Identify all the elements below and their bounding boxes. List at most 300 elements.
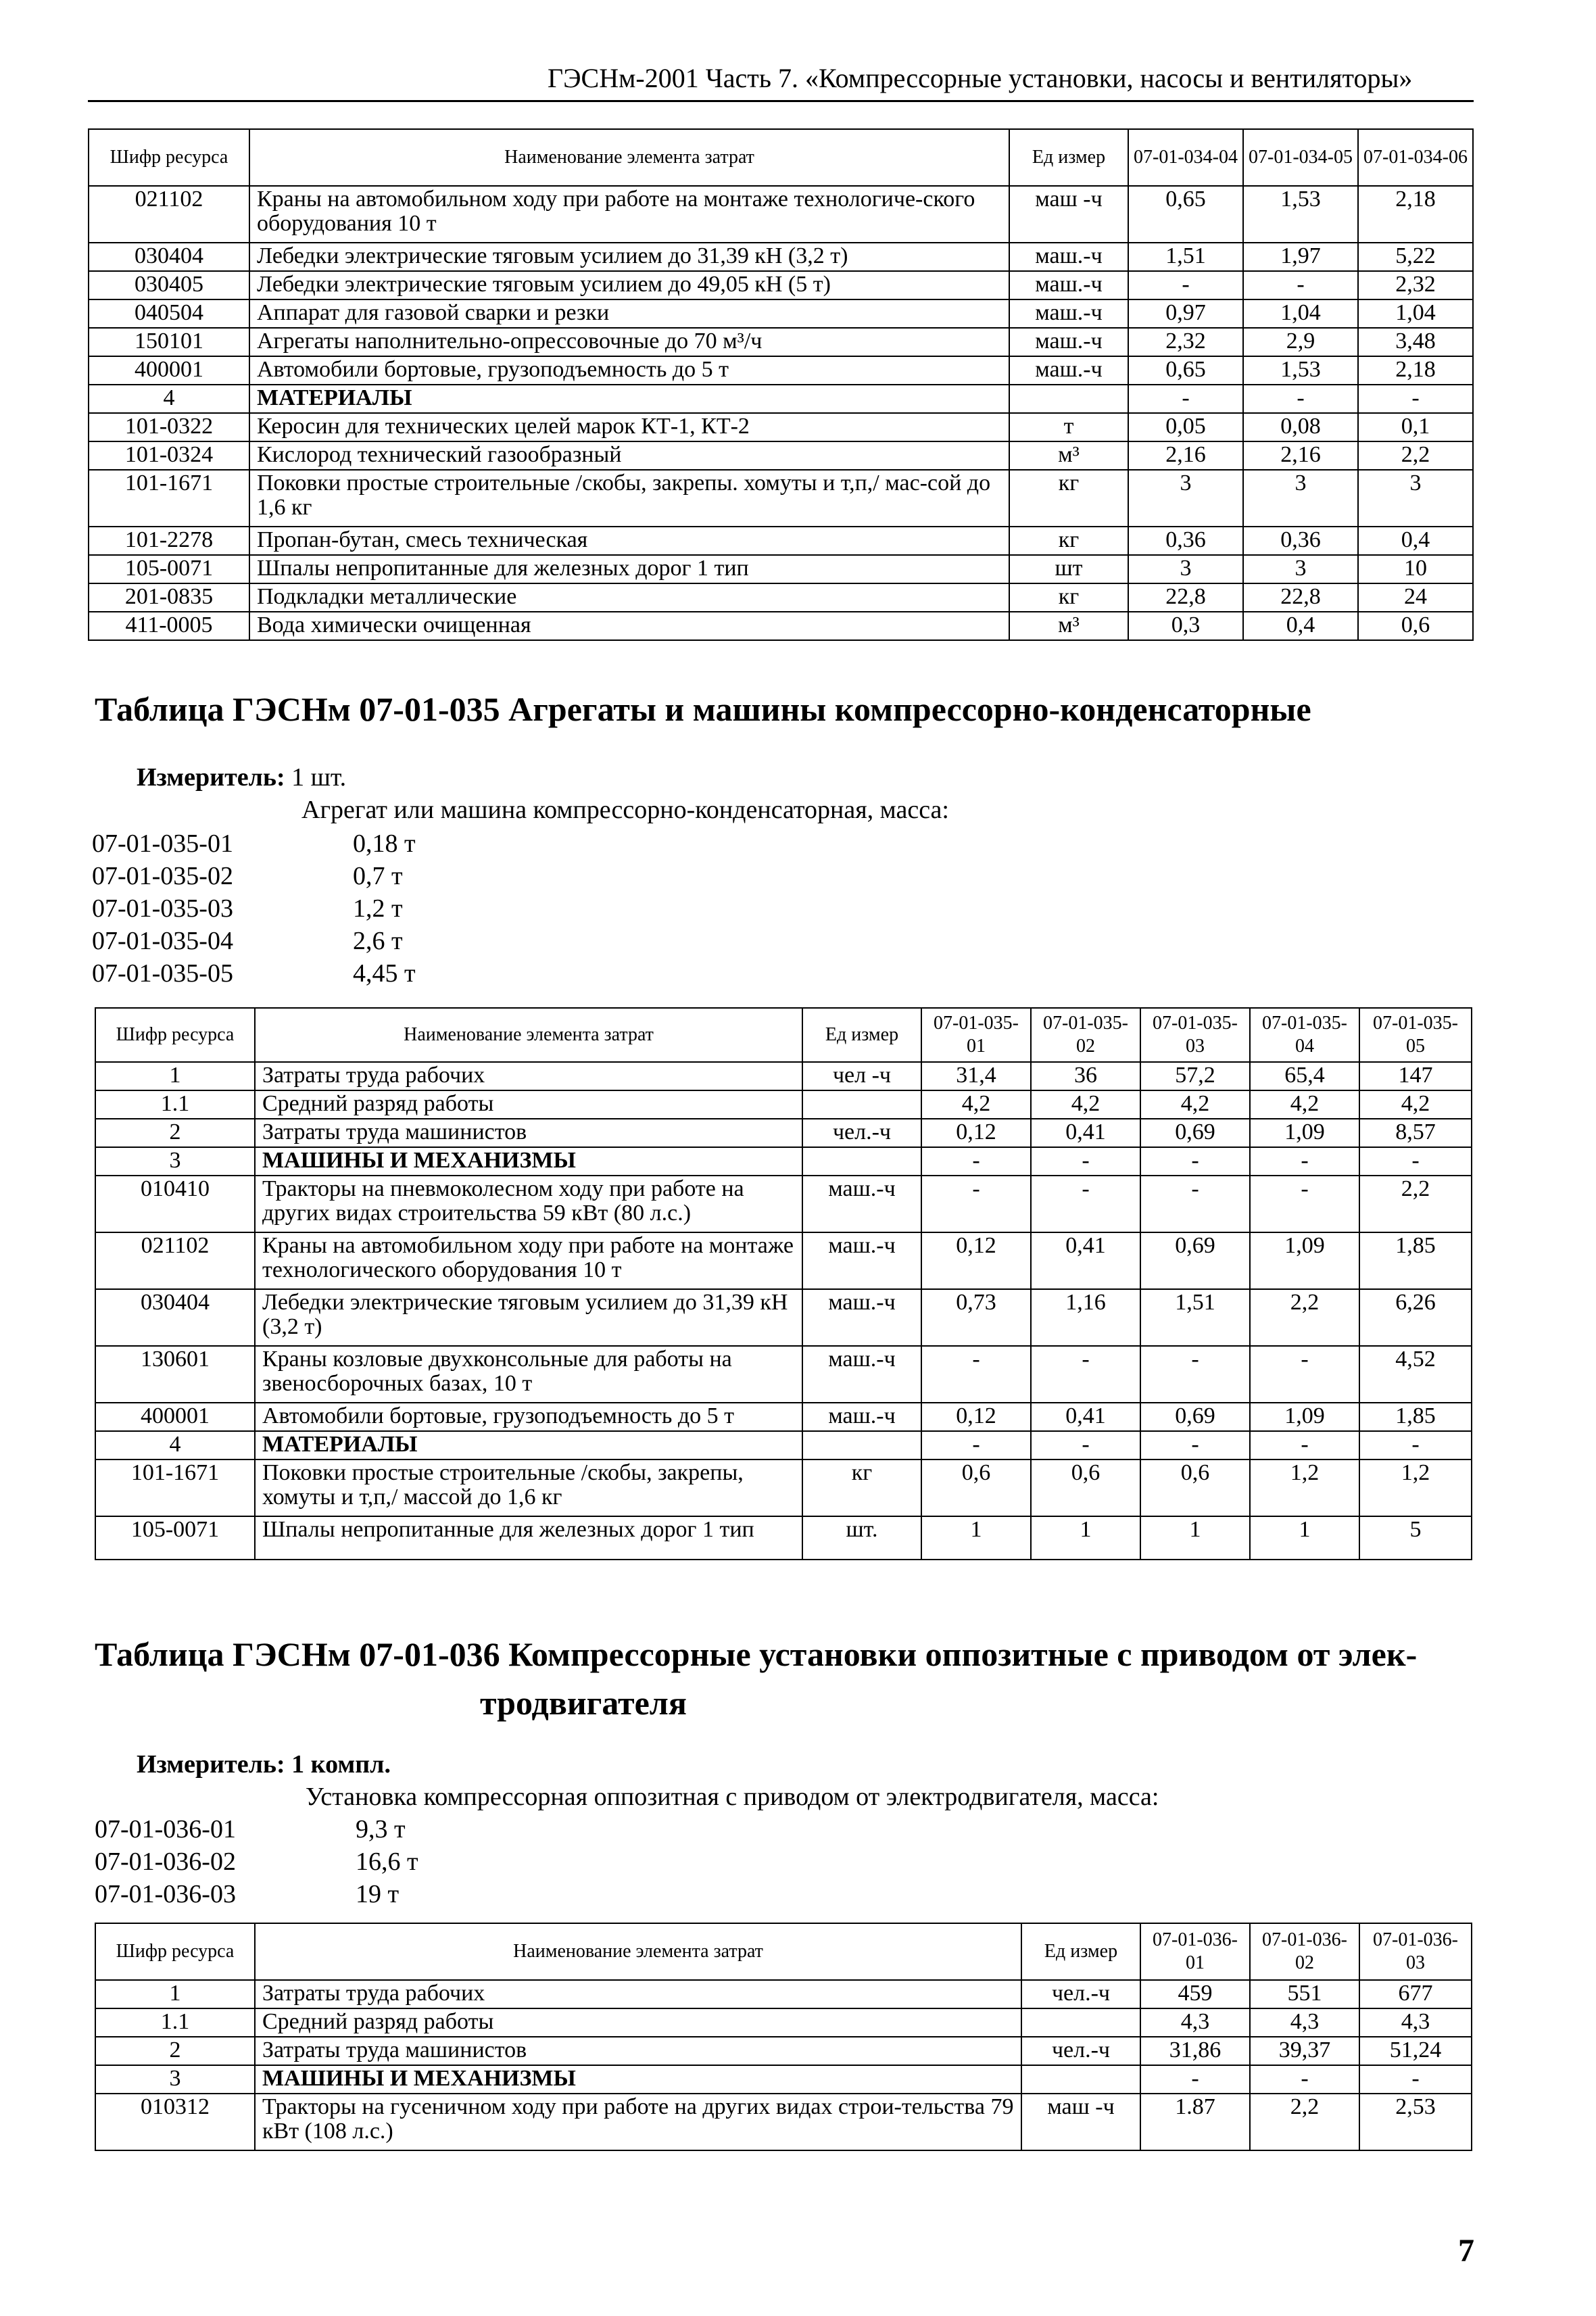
norm-value: - (1359, 2065, 1472, 2094)
norm-value: 57,2 (1140, 1062, 1250, 1090)
unit-of-measure (1021, 2008, 1140, 2037)
cost-element-name: Тракторы на пневмоколесном ходу при работе на других видах строительства 59 кВт (80 л.с.) (255, 1176, 802, 1232)
resource-code: 040504 (89, 299, 249, 328)
norm-value: 1,2 (1359, 1459, 1472, 1516)
column-header: 07-01-035-04 (1250, 1008, 1359, 1062)
resource-code: 1.1 (95, 1090, 255, 1119)
resource-code: 3 (95, 1147, 255, 1176)
cost-element-name: Аппарат для газовой сварки и резки (249, 299, 1009, 328)
norm-value: 2,2 (1358, 441, 1473, 470)
table-row (95, 1346, 1472, 1403)
table-035-measure (137, 763, 346, 792)
section-row (95, 1147, 1472, 1176)
norm-value: - (1140, 1346, 1250, 1403)
norm-value: 22,8 (1128, 583, 1243, 612)
norm-value: 0,41 (1031, 1403, 1140, 1431)
measure-label: Измеритель: (137, 1750, 285, 1779)
norm-value: 51,24 (1359, 2037, 1472, 2065)
norm-value: - (1250, 1431, 1359, 1459)
table-row (89, 583, 1473, 612)
variant-code: 07-01-035-03 (92, 894, 233, 923)
norm-value: 0,05 (1128, 413, 1243, 441)
table-036-title-line2: тродвигателя (480, 1684, 687, 1722)
cost-element-name: Агрегаты наполнительно-опрессовочные до 70 м³/ч (249, 328, 1009, 356)
cost-element-name: Поковки простые строительные /скобы, закрепы, хомуты и т,п,/ массой до 1,6 кг (255, 1459, 802, 1516)
resource-code: 400001 (95, 1403, 255, 1431)
cost-element-name: Поковки простые строительные /скобы, закрепы. хомуты и т,п,/ мас-сой до 1,6 кг (249, 470, 1009, 527)
norm-value: 31,86 (1140, 2037, 1250, 2065)
column-header: 07-01-035-03 (1140, 1008, 1250, 1062)
norm-value: 36 (1031, 1062, 1140, 1090)
unit-of-measure (1009, 385, 1128, 413)
norm-value: - (921, 1147, 1031, 1176)
variant-row (92, 959, 416, 991)
table-row (89, 555, 1473, 583)
cost-element-name: МАШИНЫ И МЕХАНИЗМЫ (255, 1147, 802, 1176)
resource-code: 2 (95, 1119, 255, 1147)
resource-code: 1 (95, 1980, 255, 2008)
norm-value: - (1031, 1346, 1140, 1403)
column-header: Наименование элемента затрат (255, 1923, 1021, 1980)
header-rule (88, 100, 1474, 102)
section-row (95, 2065, 1472, 2094)
norm-value: 2,32 (1128, 328, 1243, 356)
unit-of-measure: маш.-ч (1009, 243, 1128, 271)
norm-value: 1,2 (1250, 1459, 1359, 1516)
norm-value: 0,73 (921, 1289, 1031, 1346)
table-035-title: Таблица ГЭСНм 07-01-035 Агрегаты и машины компрессорно-конденсаторные (95, 690, 1311, 728)
norm-value: 24 (1358, 583, 1473, 612)
norm-value: 1,85 (1359, 1232, 1472, 1289)
norm-value: - (1031, 1176, 1140, 1232)
measure-label: Измеритель: (137, 763, 285, 792)
norm-value: 2,2 (1359, 1176, 1472, 1232)
norm-value: 0,4 (1358, 527, 1473, 555)
table-row (89, 527, 1473, 555)
norm-value: 1,09 (1250, 1119, 1359, 1147)
cost-element-name: Лебедки электрические тяговым усилием до 49,05 кН (5 т) (249, 271, 1009, 299)
resource-code: 2 (95, 2037, 255, 2065)
norm-value: - (921, 1431, 1031, 1459)
unit-of-measure: чел.-ч (1021, 2037, 1140, 2065)
variant-mass: 16,6 т (356, 1848, 418, 1876)
table-035-variants (92, 829, 416, 991)
variant-row (95, 1879, 418, 1912)
page-number: 7 (1458, 2233, 1474, 2269)
norm-value: - (921, 1176, 1031, 1232)
unit-of-measure (1021, 2065, 1140, 2094)
table-row (89, 413, 1473, 441)
unit-of-measure: маш.-ч (802, 1346, 921, 1403)
norm-value: - (1358, 385, 1473, 413)
resource-code: 101-0324 (89, 441, 249, 470)
variant-code: 07-01-036-03 (95, 1880, 236, 1908)
resource-code: 030405 (89, 271, 249, 299)
norm-value: 6,26 (1359, 1289, 1472, 1346)
norm-value: 0,6 (1358, 612, 1473, 640)
norm-value: 0,36 (1243, 527, 1358, 555)
variant-code: 07-01-036-02 (95, 1848, 236, 1876)
unit-of-measure: маш.-ч (802, 1289, 921, 1346)
norm-value: 3 (1358, 470, 1473, 527)
cost-element-name: Затраты труда машинистов (255, 2037, 1021, 2065)
norm-value: 0,08 (1243, 413, 1358, 441)
table-row (95, 1062, 1472, 1090)
norm-value: 2,32 (1358, 271, 1473, 299)
cost-element-name: Краны на автомобильном ходу при работе на монтаже технологиче-ского оборудования 10 т (249, 186, 1009, 243)
section-row (89, 385, 1473, 413)
norm-value: 0,65 (1128, 356, 1243, 385)
cost-element-name: Автомобили бортовые, грузоподъемность до 5 т (249, 356, 1009, 385)
column-header: Наименование элемента затрат (255, 1008, 802, 1062)
resource-code: 010410 (95, 1176, 255, 1232)
norm-value: 0,12 (921, 1119, 1031, 1147)
norm-value: - (1140, 2065, 1250, 2094)
unit-of-measure: маш.-ч (1009, 299, 1128, 328)
resource-code: 021102 (95, 1232, 255, 1289)
resource-code: 105-0071 (95, 1516, 255, 1560)
resource-code: 4 (89, 385, 249, 413)
norm-value: 1 (921, 1516, 1031, 1560)
table-row (89, 186, 1473, 243)
unit-of-measure: т (1009, 413, 1128, 441)
norm-value: 0,6 (921, 1459, 1031, 1516)
column-header: Наименование элемента затрат (249, 129, 1009, 186)
cost-element-name: Затраты труда рабочих (255, 1980, 1021, 2008)
norm-value: 4,3 (1140, 2008, 1250, 2037)
unit-of-measure: маш.-ч (1009, 356, 1128, 385)
norm-value: 1,04 (1243, 299, 1358, 328)
norm-value: 1,85 (1359, 1403, 1472, 1431)
norm-value: 1.87 (1140, 2094, 1250, 2150)
cost-element-name: МАШИНЫ И МЕХАНИЗМЫ (255, 2065, 1021, 2094)
table-row (89, 243, 1473, 271)
resource-code: 201-0835 (89, 583, 249, 612)
table-row (95, 2037, 1472, 2065)
norm-value: 0,65 (1128, 186, 1243, 243)
cost-element-name: Средний разряд работы (255, 2008, 1021, 2037)
norm-value: 0,12 (921, 1403, 1031, 1431)
norm-value: 22,8 (1243, 583, 1358, 612)
norm-value: 2,2 (1250, 2094, 1359, 2150)
norm-value: 0,69 (1140, 1232, 1250, 1289)
norm-value: 0,12 (921, 1232, 1031, 1289)
variant-row (92, 861, 416, 894)
column-header: 07-01-035-05 (1359, 1008, 1472, 1062)
norm-value: 1,04 (1358, 299, 1473, 328)
variant-row (92, 926, 416, 959)
measure-value: 1 компл. (291, 1750, 391, 1779)
norm-value: 0,41 (1031, 1119, 1140, 1147)
norm-value: - (1031, 1431, 1140, 1459)
norm-value: 4,52 (1359, 1346, 1472, 1403)
norm-value: 1 (1140, 1516, 1250, 1560)
table-row (89, 441, 1473, 470)
variant-mass: 9,3 т (356, 1815, 406, 1843)
column-header: Шифр ресурса (95, 1008, 255, 1062)
resource-table-035 (95, 1007, 1472, 1560)
column-header: 07-01-036-03 (1359, 1923, 1472, 1980)
norm-value: - (1243, 385, 1358, 413)
norm-value: 4,2 (1031, 1090, 1140, 1119)
column-header: Ед измер (802, 1008, 921, 1062)
norm-value: 3 (1128, 555, 1243, 583)
unit-of-measure: кг (1009, 583, 1128, 612)
resource-code: 101-2278 (89, 527, 249, 555)
resource-code: 4 (95, 1431, 255, 1459)
norm-value: 1,97 (1243, 243, 1358, 271)
norm-value: 2,16 (1243, 441, 1358, 470)
norm-value: 1,53 (1243, 186, 1358, 243)
norm-value: 551 (1250, 1980, 1359, 2008)
norm-value: 147 (1359, 1062, 1472, 1090)
variant-mass: 2,6 т (353, 927, 403, 955)
resource-code: 101-1671 (89, 470, 249, 527)
cost-element-name: Тракторы на гусеничном ходу при работе на других видах строи-тельства 79 кВт (108 л.с.) (255, 2094, 1021, 2150)
cost-element-name: Кислород технический газообразный (249, 441, 1009, 470)
norm-value: 4,3 (1359, 2008, 1472, 2037)
norm-value: 677 (1359, 1980, 1472, 2008)
table-036-variants-heading: Установка компрессорная оппозитная с приводом от электродвигателя, масса: (306, 1783, 1159, 1811)
norm-value: 1 (1031, 1516, 1140, 1560)
norm-value: 1,51 (1140, 1289, 1250, 1346)
variant-mass: 4,45 т (353, 959, 416, 988)
norm-value: 3,48 (1358, 328, 1473, 356)
norm-value: 39,37 (1250, 2037, 1359, 2065)
norm-value: 1,16 (1031, 1289, 1140, 1346)
norm-value: - (1359, 1431, 1472, 1459)
norm-value: 3 (1243, 470, 1358, 527)
norm-value: 5,22 (1358, 243, 1473, 271)
norm-value: 0,6 (1031, 1459, 1140, 1516)
table-row (89, 470, 1473, 527)
table-row (95, 1403, 1472, 1431)
table-row (89, 356, 1473, 385)
column-header: Шифр ресурса (89, 129, 249, 186)
column-header: 07-01-036-02 (1250, 1923, 1359, 1980)
resource-code: 3 (95, 2065, 255, 2094)
variant-code: 07-01-035-01 (92, 829, 233, 858)
unit-of-measure: шт (1009, 555, 1128, 583)
measure-value: 1 шт. (291, 763, 347, 792)
table-row (95, 1516, 1472, 1560)
table-row (95, 1090, 1472, 1119)
resource-code: 400001 (89, 356, 249, 385)
norm-value: 0,4 (1243, 612, 1358, 640)
norm-value: 4,2 (1140, 1090, 1250, 1119)
cost-element-name: Краны козловые двухконсольные для работы на звеносборочных базах, 10 т (255, 1346, 802, 1403)
unit-of-measure: чел -ч (802, 1062, 921, 1090)
norm-value: - (1128, 271, 1243, 299)
section-row (95, 1431, 1472, 1459)
table-row (89, 299, 1473, 328)
cost-element-name: Вода химически очищенная (249, 612, 1009, 640)
variant-code: 07-01-035-05 (92, 959, 233, 988)
norm-value: 0,69 (1140, 1119, 1250, 1147)
norm-value: 3 (1243, 555, 1358, 583)
cost-element-name: Шпалы непропитанные для железных дорог 1 тип (255, 1516, 802, 1560)
table-row (95, 1459, 1472, 1516)
column-header: 07-01-034-06 (1358, 129, 1473, 186)
norm-value: - (1250, 1147, 1359, 1176)
norm-value: - (1250, 1176, 1359, 1232)
unit-of-measure: кг (1009, 470, 1128, 527)
norm-value: 1 (1250, 1516, 1359, 1560)
table-036-title-line1: Таблица ГЭСНм 07-01-036 Компрессорные установки оппозитные с приводом от элек- (95, 1635, 1418, 1673)
norm-value: - (1243, 271, 1358, 299)
resource-code: 130601 (95, 1346, 255, 1403)
cost-element-name: Затраты труда машинистов (255, 1119, 802, 1147)
norm-value: 2,9 (1243, 328, 1358, 356)
table-row (95, 2094, 1472, 2150)
cost-element-name: Подкладки металлические (249, 583, 1009, 612)
norm-value: - (1359, 1147, 1472, 1176)
norm-value: 10 (1358, 555, 1473, 583)
variant-code: 07-01-035-04 (92, 927, 233, 955)
cost-element-name: Автомобили бортовые, грузоподъемность до 5 т (255, 1403, 802, 1431)
table-row (89, 328, 1473, 356)
table-036-variants (95, 1814, 418, 1912)
unit-of-measure: маш.-ч (1009, 271, 1128, 299)
norm-value: - (1140, 1147, 1250, 1176)
unit-of-measure: маш.-ч (802, 1232, 921, 1289)
resource-code: 010312 (95, 2094, 255, 2150)
table-row (95, 1119, 1472, 1147)
table-row (95, 1176, 1472, 1232)
column-header: 07-01-036-01 (1140, 1923, 1250, 1980)
norm-value: 1,09 (1250, 1403, 1359, 1431)
resource-code: 150101 (89, 328, 249, 356)
resource-table-036 (95, 1923, 1472, 2151)
resource-code: 101-0322 (89, 413, 249, 441)
norm-value: 2,16 (1128, 441, 1243, 470)
resource-code: 1 (95, 1062, 255, 1090)
table-036-measure (137, 1750, 391, 1779)
table-row (95, 2008, 1472, 2037)
norm-value: 3 (1128, 470, 1243, 527)
norm-value: 65,4 (1250, 1062, 1359, 1090)
column-header: 07-01-034-04 (1128, 129, 1243, 186)
variant-row (92, 894, 416, 926)
resource-code: 411-0005 (89, 612, 249, 640)
resource-code: 101-1671 (95, 1459, 255, 1516)
norm-value: - (1140, 1431, 1250, 1459)
column-header: Ед измер (1021, 1923, 1140, 1980)
cost-element-name: Средний разряд работы (255, 1090, 802, 1119)
norm-value: 2,2 (1250, 1289, 1359, 1346)
resource-code: 030404 (89, 243, 249, 271)
unit-of-measure: маш.-ч (1009, 328, 1128, 356)
unit-of-measure (802, 1147, 921, 1176)
norm-value: 1,51 (1128, 243, 1243, 271)
unit-of-measure: маш -ч (1021, 2094, 1140, 2150)
resource-code: 030404 (95, 1289, 255, 1346)
norm-value: 0,69 (1140, 1403, 1250, 1431)
cost-element-name: Шпалы непропитанные для железных дорог 1 тип (249, 555, 1009, 583)
resource-table-034 (88, 128, 1474, 641)
cost-element-name: Краны на автомобильном ходу при работе на монтаже технологического оборудования 10 т (255, 1232, 802, 1289)
norm-value: 2,18 (1358, 356, 1473, 385)
resource-code: 1.1 (95, 2008, 255, 2037)
unit-of-measure: чел.-ч (1021, 1980, 1140, 2008)
unit-of-measure: маш.-ч (802, 1176, 921, 1232)
cost-element-name: Затраты труда рабочих (255, 1062, 802, 1090)
variant-row (95, 1814, 418, 1847)
variant-code: 07-01-036-01 (95, 1815, 236, 1843)
norm-value: 459 (1140, 1980, 1250, 2008)
column-header: 07-01-035-01 (921, 1008, 1031, 1062)
unit-of-measure: м³ (1009, 441, 1128, 470)
norm-value: - (1250, 2065, 1359, 2094)
cost-element-name: Лебедки электрические тяговым усилием до 31,39 кН (3,2 т) (249, 243, 1009, 271)
variant-mass: 0,18 т (353, 829, 416, 858)
cost-element-name: МАТЕРИАЛЫ (255, 1431, 802, 1459)
norm-value: 4,2 (1359, 1090, 1472, 1119)
variant-code: 07-01-035-02 (92, 862, 233, 890)
variant-mass: 0,7 т (353, 862, 403, 890)
cost-element-name: Пропан-бутан, смесь техническая (249, 527, 1009, 555)
column-header: Ед измер (1009, 129, 1128, 186)
unit-of-measure: чел.-ч (802, 1119, 921, 1147)
table-row (89, 612, 1473, 640)
variant-mass: 19 т (356, 1880, 400, 1908)
unit-of-measure: м³ (1009, 612, 1128, 640)
unit-of-measure: кг (1009, 527, 1128, 555)
norm-value: 0,1 (1358, 413, 1473, 441)
resource-code: 021102 (89, 186, 249, 243)
variant-mass: 1,2 т (353, 894, 403, 923)
norm-value: 31,4 (921, 1062, 1031, 1090)
unit-of-measure: шт. (802, 1516, 921, 1560)
norm-value: - (1128, 385, 1243, 413)
norm-value: 4,3 (1250, 2008, 1359, 2037)
norm-value: 8,57 (1359, 1119, 1472, 1147)
norm-value: 0,97 (1128, 299, 1243, 328)
norm-value: 5 (1359, 1516, 1472, 1560)
norm-value: 2,18 (1358, 186, 1473, 243)
table-row (95, 1980, 1472, 2008)
column-header: 07-01-035-02 (1031, 1008, 1140, 1062)
unit-of-measure (802, 1090, 921, 1119)
norm-value: 1,09 (1250, 1232, 1359, 1289)
norm-value: 4,2 (1250, 1090, 1359, 1119)
column-header: 07-01-034-05 (1243, 129, 1358, 186)
unit-of-measure: кг (802, 1459, 921, 1516)
variant-row (95, 1847, 418, 1879)
table-row (89, 271, 1473, 299)
norm-value: 0,6 (1140, 1459, 1250, 1516)
norm-value: 0,36 (1128, 527, 1243, 555)
cost-element-name: Лебедки электрические тяговым усилием до 31,39 кН (3,2 т) (255, 1289, 802, 1346)
resource-code: 105-0071 (89, 555, 249, 583)
column-header: Шифр ресурса (95, 1923, 255, 1980)
norm-value: - (1140, 1176, 1250, 1232)
unit-of-measure: маш -ч (1009, 186, 1128, 243)
norm-value: - (1250, 1346, 1359, 1403)
cost-element-name: Керосин для технических целей марок КТ-1, КТ-2 (249, 413, 1009, 441)
page-header: ГЭСНм-2001 Часть 7. «Компрессорные установки, насосы и вентиляторы» (548, 63, 1413, 93)
norm-value: 0,3 (1128, 612, 1243, 640)
unit-of-measure (802, 1431, 921, 1459)
norm-value: 2,53 (1359, 2094, 1472, 2150)
unit-of-measure: маш.-ч (802, 1403, 921, 1431)
variant-row (92, 829, 416, 861)
norm-value: 0,41 (1031, 1232, 1140, 1289)
cost-element-name: МАТЕРИАЛЫ (249, 385, 1009, 413)
table-row (95, 1232, 1472, 1289)
table-035-variants-heading: Агрегат или машина компрессорно-конденсаторная, масса: (301, 796, 949, 824)
norm-value: - (921, 1346, 1031, 1403)
